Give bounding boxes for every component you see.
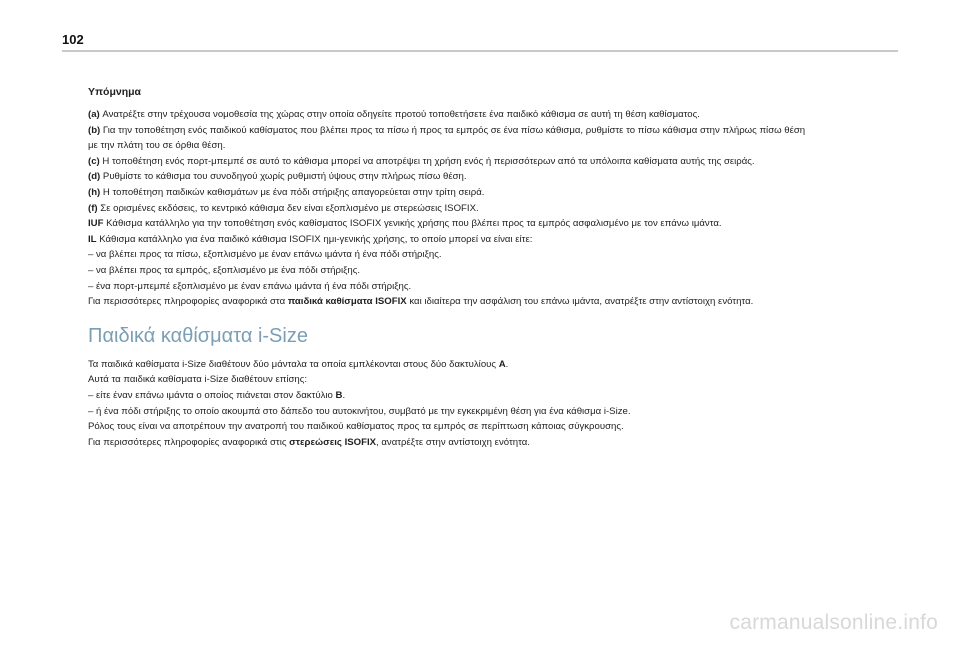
top-divider — [62, 50, 898, 52]
legend-item-il — [88, 232, 888, 248]
text-run: Για περισσότερες πληροφορίες αναφορικά στις — [88, 436, 290, 448]
isize-option — [88, 388, 888, 404]
text-run: και ιδιαίτερα την ασφάλιση του επάνω ιμάντα, ανατρέξτε στην αντίστοιχη ενότητα. — [406, 296, 754, 308]
ring-label-a: A — [498, 358, 506, 370]
legend-il-option: – να βλέπει προς τα πίσω, εξοπλισμένο με έναν επάνω ιμάντα ή ένα πόδι στήριξης. — [88, 249, 442, 261]
text-run: Τα παιδικά καθίσματα i-Size διαθέτουν δύο μάνταλα τα οποία εμπλέκονται στους δύο δακτυλίους — [88, 358, 499, 370]
legend-key: (h) — [88, 186, 101, 198]
legend-item-b-continued: με την πλάτη του σε όρθια θέση. — [88, 140, 226, 152]
legend-text: Κάθισμα κατάλληλο για την τοποθέτηση ενός καθίσματος ISOFIX γενικής χρήσης που βλέπει προς τα εμπρός ασφαλισμένο με τον επάνω ιμάντα. — [103, 218, 722, 230]
section-title-isize: Παιδικά καθίσματα i-Size — [88, 324, 308, 347]
isofix-link-text: παιδικά καθίσματα ISOFIX — [287, 296, 407, 308]
legend-item-iuf — [88, 216, 888, 232]
isize-paragraph: Αυτά τα παιδικά καθίσματα i-Size διαθέτουν επίσης: — [88, 374, 308, 386]
legend-text: Ρυθμίστε το κάθισμα του συνοδηγού χωρίς ρυθμιστή ύψους στην πλήρως πίσω θέση. — [100, 171, 467, 183]
text-run: . — [505, 358, 509, 370]
text-run: . — [342, 389, 346, 401]
isofix-anchors-link-text: στερεώσεις ISOFIX — [289, 436, 377, 448]
legend-key: (c) — [88, 155, 100, 167]
isize-more-info — [88, 435, 888, 451]
legend-item-b — [88, 123, 888, 139]
page-number: 102 — [62, 32, 84, 47]
legend-item-a — [88, 107, 888, 123]
legend-text: Ανατρέξτε στην τρέχουσα νομοθεσία της χώρας στην οποία οδηγείτε προτού τοποθετήσετε ένα παιδικό κάθισμα σε αυτή τη θέση καθίσματος. — [99, 109, 700, 120]
text-run: – είτε έναν επάνω ιμάντα ο οποίος πιάνεται στον δακτύλιο — [88, 389, 336, 401]
legend-item-f — [88, 201, 888, 217]
text-run: Για περισσότερες πληροφορίες αναφορικά στα — [88, 296, 288, 308]
legend-text: Για την τοποθέτηση ενός παιδικού καθίσματος που βλέπει προς τα πίσω ή προς τα εμπρός σε ένα πίσω κάθισμα, ρυθμίστε το πίσω κάθισμα στην πλήρως πίσω θέση — [100, 124, 806, 136]
legend-il-option: – να βλέπει προς τα εμπρός, εξοπλισμένο με ένα πόδι στήριξης. — [88, 264, 361, 276]
legend-text: Σε ορισμένες εκδόσεις, το κεντρικό κάθισμα δεν είναι εξοπλισμένο με στερεώσεις ISOFIX. — [97, 202, 479, 214]
legend-item-h — [88, 185, 888, 201]
legend-key: IL — [88, 233, 97, 245]
isize-paragraph — [88, 357, 888, 373]
legend-key: (f) — [88, 202, 98, 214]
legend-more-info — [88, 294, 888, 310]
isize-paragraph: Ρόλος τους είναι να αποτρέπουν την ανατροπή του παιδικού καθίσματος προς τα εμπρός σε περίπτωση κάποιας σύγκρουσης. — [88, 421, 624, 433]
legend-text: Η τοποθέτηση παιδικών καθισμάτων με ένα πόδι στήριξης απαγορεύεται στην τρίτη σειρά. — [100, 186, 485, 198]
legend-item-d — [88, 169, 888, 185]
legend-key: (b) — [88, 124, 101, 136]
legend-text: Η τοποθέτηση ενός πορτ-μπεμπέ σε αυτό το κάθισμα μπορεί να αποτρέψει τη χρήση ενός ή περισσότερων από τα υπόλοιπα καθίσματα αυτής της σειράς. — [99, 155, 755, 167]
legend-item-c — [88, 154, 888, 170]
legend-key: (a) — [88, 109, 100, 120]
text-run: , ανατρέξτε στην αντίστοιχη ενότητα. — [376, 436, 530, 448]
legend-key: IUF — [88, 218, 104, 230]
ring-label-b: B — [335, 389, 343, 401]
page-content — [88, 84, 888, 450]
legend-text: Κάθισμα κατάλληλο για ένα παιδικό κάθισμα ISOFIX ημι-γενικής χρήσης, το οποίο μπορεί να είναι είτε: — [96, 233, 533, 245]
legend-key: (d) — [88, 171, 101, 183]
legend-heading: Υπόμνημα — [88, 86, 142, 98]
isize-option: – ή ένα πόδι στήριξης το οποίο ακουμπά στο δάπεδο του αυτοκινήτου, συμβατό με την εγκεκριμένη θέση για ένα κάθισμα i-Size. — [88, 405, 631, 417]
legend-il-option: – ένα πορτ-μπεμπέ εξοπλισμένο με έναν επάνω ιμάντα ή ένα πόδι στήριξης. — [88, 280, 412, 292]
watermark-brand: carmanualsonline.info — [729, 611, 938, 634]
